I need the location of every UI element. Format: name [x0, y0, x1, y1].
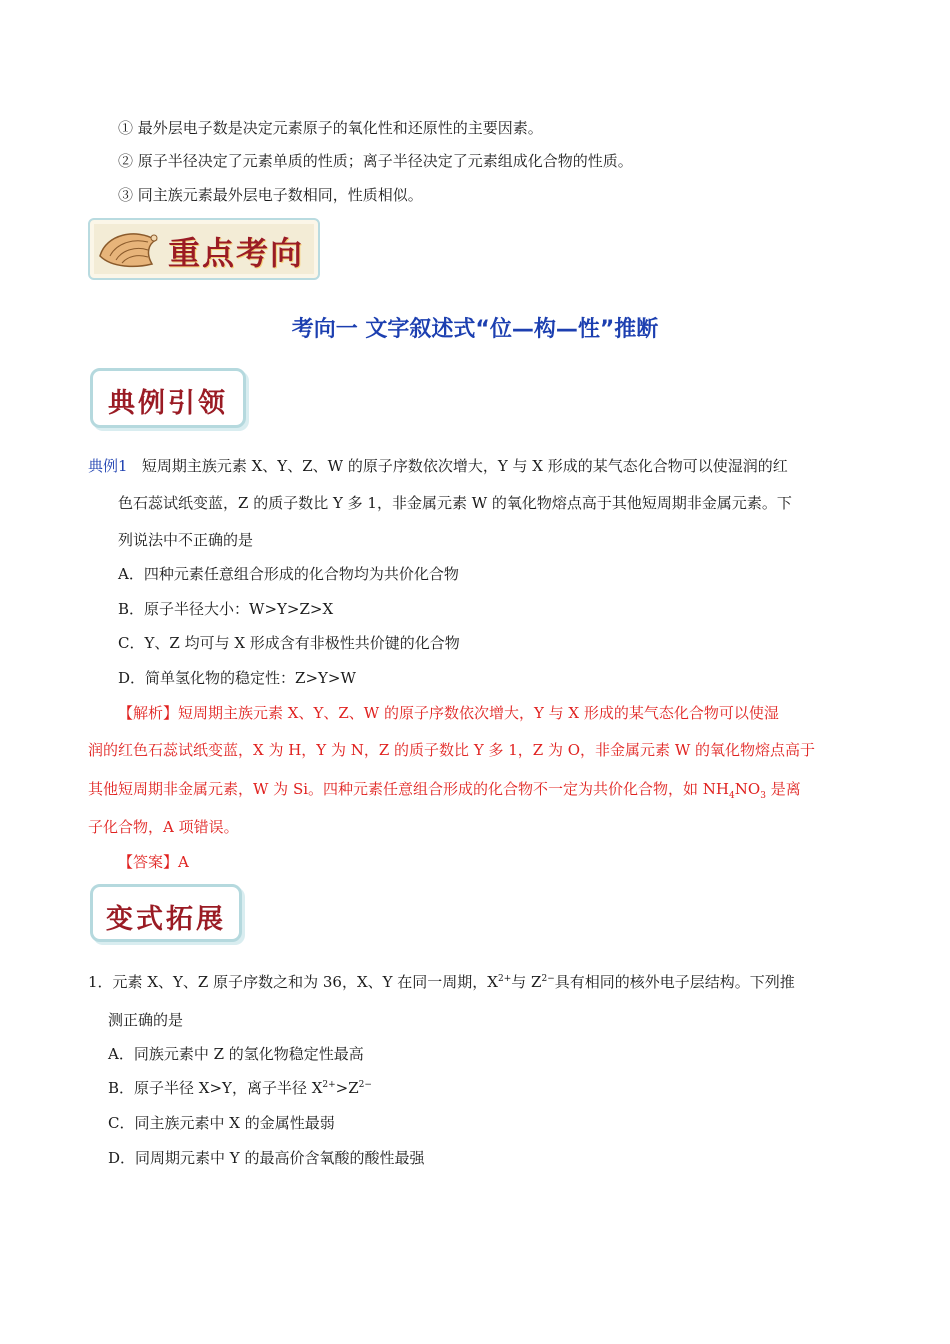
question1-stem-b: 与 Z	[511, 973, 542, 991]
variant-tag-label: 变式拓展	[106, 904, 226, 935]
analysis-line-1	[118, 703, 779, 723]
example-stem-line-1	[88, 456, 788, 476]
example-stem-text-1: 短周期主族元素 X、Y、Z、W 的原子序数依次增大，Y 与 X 形成的某气态化合物可以使湿润的红	[141, 457, 788, 475]
example-stem-line-2: 色石蕊试纸变蓝，Z 的质子数比 Y 多 1，非金属元素 W 的氧化物熔点高于其他短周期非金属元素。下	[118, 494, 792, 512]
analysis-text-3: 其他短周期非金属元素，W 为 Si。四种元素任意组合形成的化合物不一定为共价化合物，如 NH	[88, 780, 730, 798]
example-label: 典例1	[88, 457, 128, 475]
question1-option-b-mid: >Z	[335, 1079, 359, 1097]
question1-number: 1．	[88, 973, 113, 991]
section-heading: 考向一 文字叙述式“位—构—性”推断	[291, 317, 659, 342]
analysis-tail: 是离	[765, 780, 801, 798]
point-3: ③ 同主族元素最外层电子数相同，性质相似。	[118, 186, 423, 204]
sub-4: 4	[729, 791, 735, 801]
banner-title: 重点考向	[168, 234, 305, 272]
analysis-line-4: 子化合物，A 项错误。	[88, 818, 239, 836]
example-option-c: C．Y、Z 均可与 X 形成含有非极性共价键的化合物	[118, 634, 460, 652]
example-tag	[90, 368, 246, 428]
analysis-line-3	[88, 779, 801, 799]
optb-sup-2plus: 2+	[322, 1080, 336, 1090]
analysis-label: 【解析】	[118, 704, 179, 722]
question1-option-b-text: B．原子半径 X>Y，离子半径 X	[108, 1079, 323, 1097]
key-direction-banner	[88, 218, 320, 280]
answer-value: A	[178, 853, 189, 871]
point-1: ① 最外层电子数是决定元素原子的氧化性和还原性的主要因素。	[118, 119, 543, 137]
question1-option-d: D．同周期元素中 Y 的最高价含氧酸的酸性最强	[108, 1149, 425, 1167]
analysis-text-1: 短周期主族元素 X、Y、Z、W 的原子序数依次增大，Y 与 X 形成的某气态化合物可以使湿	[178, 704, 779, 722]
question1-option-c: C．同主族元素中 X 的金属性最弱	[108, 1114, 335, 1132]
example-tag-label: 典例引领	[108, 388, 228, 419]
answer-line	[118, 852, 189, 872]
example-option-d: D．简单氢化物的稳定性：Z>Y>W	[118, 669, 356, 687]
shell-icon	[96, 226, 160, 270]
sup-2plus: 2+	[497, 974, 512, 984]
example-option-b: B．原子半径大小：W>Y>Z>X	[118, 600, 334, 618]
question1-option-b	[108, 1078, 372, 1098]
example-stem-line-3: 列说法中不正确的是	[118, 531, 254, 549]
analysis-no: NO	[734, 780, 761, 798]
sup-2minus: 2−	[541, 974, 555, 984]
point-2: ② 原子半径决定了元素单质的性质；离子半径决定了元素组成化合物的性质。	[118, 152, 633, 170]
question1-option-a: A．同族元素中 Z 的氢化物稳定性最高	[108, 1045, 364, 1063]
question1-stem-c: 具有相同的核外电子层结构。下列推	[554, 973, 795, 991]
sub-3: 3	[760, 791, 766, 801]
question1-stem-line-1	[88, 972, 795, 992]
question1-stem-a: 元素 X、Y、Z 原子序数之和为 36，X、Y 在同一周期，X	[112, 973, 498, 991]
question1-stem-line-2: 测正确的是	[108, 1011, 184, 1029]
example-option-a: A．四种元素任意组合形成的化合物均为共价化合物	[118, 565, 459, 583]
analysis-line-2: 润的红色石蕊试纸变蓝，X 为 H，Y 为 N，Z 的质子数比 Y 多 1，Z 为 O，非金属元素 W 的氧化物熔点高于	[88, 741, 816, 759]
answer-label: 【答案】	[118, 853, 179, 871]
variant-tag	[90, 884, 242, 942]
optb-sup-2minus: 2−	[358, 1080, 372, 1090]
